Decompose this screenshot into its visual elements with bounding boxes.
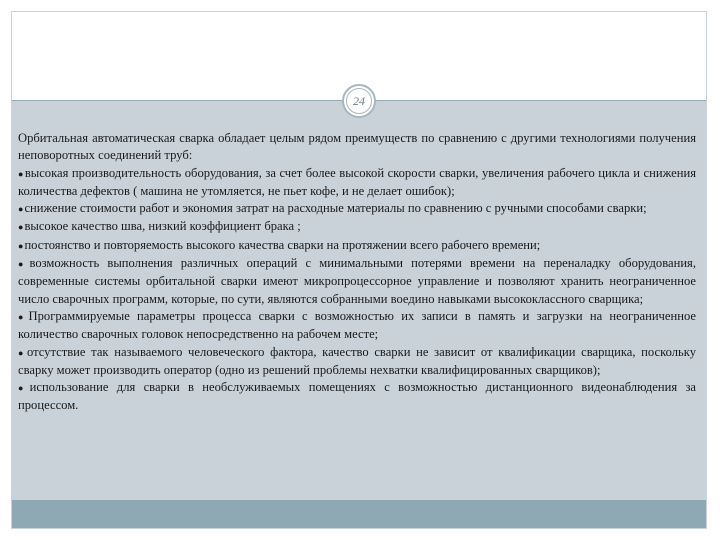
bullet-icon: ● xyxy=(18,383,29,394)
intro-paragraph: Орбитальная автоматическая сварка обладает целым рядом преимуществ по сравнению с другими технологиями получения неповоротных соединений труб: xyxy=(18,131,696,163)
list-item-text: высокое качество шва, низкий коэффициент брака ; xyxy=(24,219,301,234)
list-item-text: постоянство и повторяемость высокого качества сварки на протяжении всего рабочего времени; xyxy=(24,237,541,252)
bullet-icon: ● xyxy=(18,240,24,251)
list-item xyxy=(18,344,696,380)
body-text xyxy=(18,130,696,415)
page-number: 24 xyxy=(346,88,372,114)
bullet-icon: ● xyxy=(18,259,29,270)
bullet-icon: ● xyxy=(18,311,28,322)
list-item xyxy=(18,379,696,415)
bullet-icon: ● xyxy=(18,168,24,179)
list-item-text: высокая производительность оборудования, за счет более высокой скорости сварки, увеличения рабочего цикла и снижения количества дефектов ( машина не утомляется, не пьет кофе, и не делает ошибок); xyxy=(18,165,697,198)
bullet-icon: ● xyxy=(18,204,24,215)
list-item xyxy=(18,255,696,308)
footer-bar xyxy=(12,500,706,528)
page-number-badge xyxy=(342,84,376,118)
list-item-text: снижение стоимости работ и экономия затрат на расходные материалы по сравнению с ручными способами сварки; xyxy=(24,201,647,216)
list-item-text: отсутствие так называемого человеческого фактора, качество сварки не зависит от квалификации сварщика, поскольку сварку может производить оператор (одно из решений проблемы нехватки квалифицированных сварщиков); xyxy=(18,344,696,377)
list-item-text: возможность выполнения различных операций с минимальными потерями времени на переналадку оборудования, современные системы орбитальной сварки имеют микропроцессорное управление и позволяют хранить неограниченное число сварочных программ, которые, по сути, являются собранными воедино навыками высококлассного сварщика; xyxy=(18,256,696,306)
bullet-icon: ● xyxy=(18,222,24,233)
list-item xyxy=(18,200,696,218)
list-item xyxy=(18,218,696,236)
list-item xyxy=(18,237,696,255)
list-item-text: Программируемые параметры процесса сварки с возможностью их записи в память и загрузки на неограниченное количество сварочных головок непосредственно на рабочем месте; xyxy=(18,308,696,342)
list-item xyxy=(18,308,696,344)
list-item-text: использование для сварки в необслуживаемых помещениях с возможностью дистанционного видеонаблюдения за процессом. xyxy=(18,380,697,413)
list-item xyxy=(18,165,696,201)
bullet-icon: ● xyxy=(18,347,26,358)
